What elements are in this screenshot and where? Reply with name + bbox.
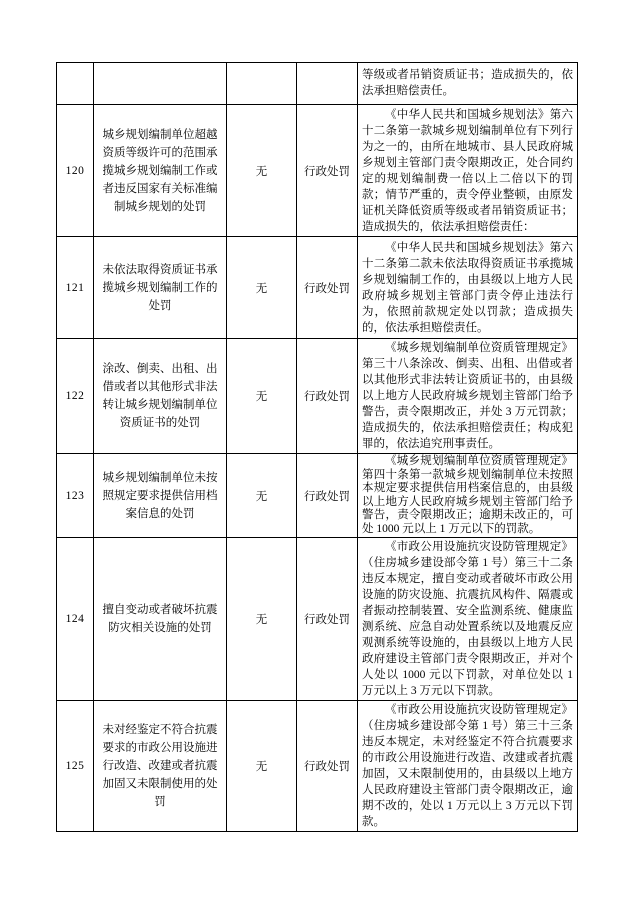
value-cell: 无 bbox=[227, 538, 297, 701]
legal-basis-cell: 《市政公用设施抗灾设防管理规定》（住房城乡建设部令第 1 号）第三十二条违反本规定，擅自变动或者破坏市政公用设施的防灾设施、抗震抗风构件、隔震或者振动控制装置、安全监测系统、健康监测系统、应急自动处置系统以及地震反应观测系统等设施的，由县级以上地方人民政府建设主管部门责令限期改正，并对个人处以 1000 元以下罚款，对单位处以 1 万元以上 3 万元以下罚款。 bbox=[358, 538, 578, 701]
legal-basis-cell: 《中华人民共和国城乡规划法》第六十二条第二款未依法取得资质证书承揽城乡规划编制工作的，由县级以上地方人民政府城乡规划主管部门责令停止违法行为，依照前款规定处以罚款；造成损失的，依法承担赔偿责任。 bbox=[358, 237, 578, 339]
penalty-type-cell: 行政处罚 bbox=[297, 454, 358, 538]
penalty-item-cell: 涂改、倒卖、出租、出借或者以其他形式非法转让城乡规划编制单位资质证书的处罚 bbox=[94, 339, 227, 454]
table-row bbox=[57, 237, 578, 339]
table-row bbox=[57, 538, 578, 701]
penalty-item-cell: 城乡规划编制单位超越资质等级许可的范围承揽城乡规划编制工作或者违反国家有关标准编制城乡规划的处罚 bbox=[94, 105, 227, 237]
penalty-table bbox=[56, 62, 578, 832]
penalty-type-cell: 行政处罚 bbox=[297, 105, 358, 237]
table-row-continuation bbox=[57, 63, 578, 105]
penalty-type-cell: 行政处罚 bbox=[297, 538, 358, 701]
penalty-type-cell: 行政处罚 bbox=[297, 701, 358, 832]
legal-basis-cell: 《市政公用设施抗灾设防管理规定》（住房城乡建设部令第 1 号）第三十三条违反本规定，未对经鉴定不符合抗震要求的市政公用设施进行改造、改建或者抗震加固，又未限制使用的，由县级以上地方人民政府建设主管部门责令限期改正，逾期不改的，处以 1 万元以上 3 万元以下罚款。 bbox=[358, 701, 578, 832]
penalty-type-cell: 行政处罚 bbox=[297, 339, 358, 454]
item-number-cell: 124 bbox=[57, 538, 94, 701]
legal-basis-cell: 《城乡规划编制单位资质管理规定》第三十八条涂改、倒卖、出租、出借或者以其他形式非法转让资质证书的，由县级以上地方人民政府城乡规划主管部门给予警告，责令限期改正，并处 3 万元罚款；造成损失的，依法承担赔偿责任；构成犯罪的，依法追究刑事责任。 bbox=[358, 339, 578, 454]
value-cell: 无 bbox=[227, 701, 297, 832]
legal-basis-cell: 《城乡规划编制单位资质管理规定》第四十条第一款城乡规划编制单位未按照本规定要求提供信用档案信息的，由县级以上地方人民政府城乡规划主管部门给予警告，责令限期改正；逾期未改正的，可处 1000 元以上 1 万元以下的罚款。 bbox=[358, 454, 578, 538]
penalty-item-cell bbox=[94, 63, 227, 105]
item-number-cell: 125 bbox=[57, 701, 94, 832]
penalty-item-cell: 城乡规划编制单位未按照规定要求提供信用档案信息的处罚 bbox=[94, 454, 227, 538]
penalty-type-cell: 行政处罚 bbox=[297, 237, 358, 339]
penalty-type-cell bbox=[297, 63, 358, 105]
legal-basis-cell: 《中华人民共和国城乡规划法》第六十二条第一款城乡规划编制单位有下列行为之一的，由所在地城市、县人民政府城乡规划主管部门责令限期改正，处合同约定的规划编制费一倍以上二倍以下的罚款；情节严重的，责令停业整顿，由原发证机关降低资质等级或者吊销资质证书；造成损失的，依法承担赔偿责任： bbox=[358, 105, 578, 237]
value-cell: 无 bbox=[227, 339, 297, 454]
value-cell: 无 bbox=[227, 237, 297, 339]
legal-basis-cell: 等级或者吊销资质证书；造成损失的，依法承担赔偿责任。 bbox=[358, 63, 578, 105]
item-number-cell: 121 bbox=[57, 237, 94, 339]
table-row bbox=[57, 454, 578, 538]
item-number-cell: 120 bbox=[57, 105, 94, 237]
penalty-item-cell: 未依法取得资质证书承揽城乡规划编制工作的处罚 bbox=[94, 237, 227, 339]
table-row bbox=[57, 105, 578, 237]
penalty-item-cell: 擅自变动或者破坏抗震防灾相关设施的处罚 bbox=[94, 538, 227, 701]
penalty-item-cell: 未对经鉴定不符合抗震要求的市政公用设施进行改造、改建或者抗震加固又未限制使用的处罚 bbox=[94, 701, 227, 832]
item-number-cell bbox=[57, 63, 94, 105]
value-cell: 无 bbox=[227, 454, 297, 538]
item-number-cell: 122 bbox=[57, 339, 94, 454]
value-cell: 无 bbox=[227, 105, 297, 237]
value-cell bbox=[227, 63, 297, 105]
table-row bbox=[57, 339, 578, 454]
item-number-cell: 123 bbox=[57, 454, 94, 538]
table-row bbox=[57, 701, 578, 832]
